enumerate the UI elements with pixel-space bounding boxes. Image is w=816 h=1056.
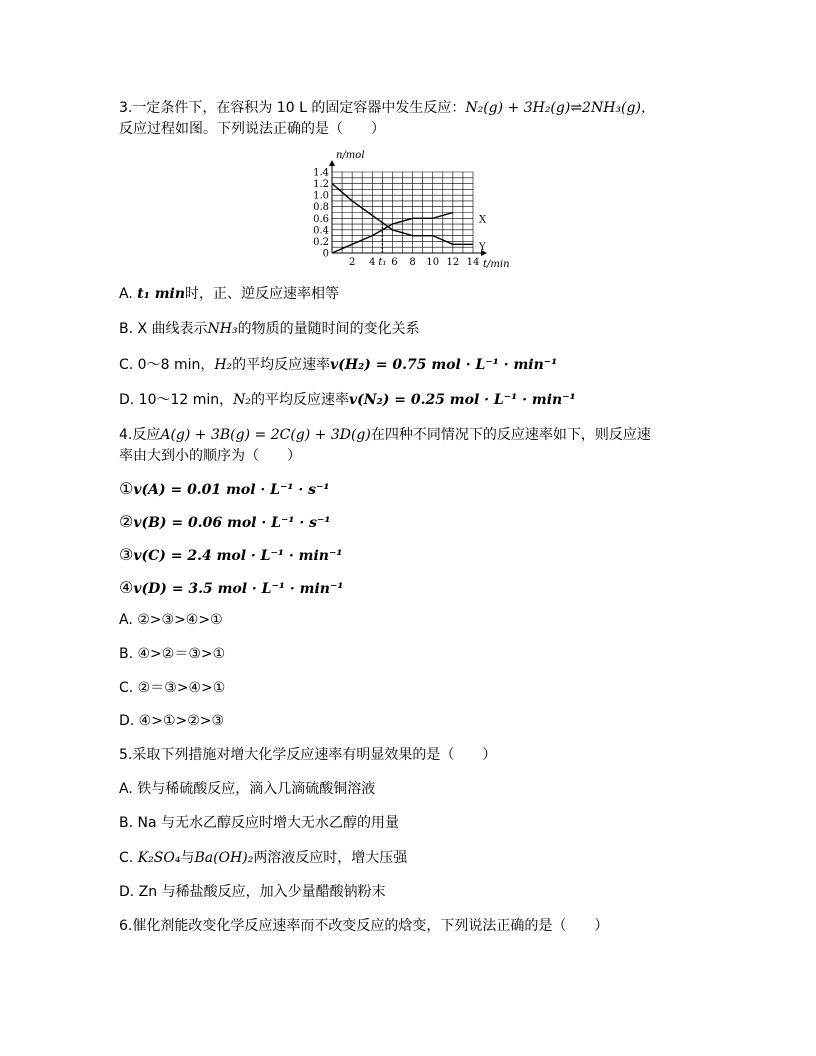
q4-item-2-expr: v(B) = 0.06 mol · L⁻¹ · s⁻¹ bbox=[133, 515, 331, 531]
q3-option-c-math1: H₂ bbox=[214, 357, 233, 373]
q3-chart bbox=[305, 148, 511, 270]
q4-item-1-expr: v(A) = 0.01 mol · L⁻¹ · s⁻¹ bbox=[133, 482, 330, 498]
q5-option-c-label: C. bbox=[119, 850, 134, 866]
q5-option-c-text: 两溶液反应时，增大压强 bbox=[253, 850, 408, 866]
q4-item-4-expr: v(D) = 3.5 mol · L⁻¹ · min⁻¹ bbox=[133, 581, 344, 597]
y-axis-arrow bbox=[329, 160, 335, 166]
q4-stem-line2: 率由大到小的顺序为（ ） bbox=[119, 448, 301, 464]
q3-option-d bbox=[119, 390, 576, 410]
x-tick-label: 14 bbox=[466, 257, 480, 268]
q3-option-c-label: C. 0～8 min， bbox=[119, 357, 215, 373]
y-tick-label: 0.8 bbox=[313, 202, 329, 214]
q3-option-d-math2: v(N₂) = 0.25 mol · L⁻¹ · min⁻¹ bbox=[349, 392, 576, 408]
y-tick-label: 1.4 bbox=[313, 167, 329, 179]
q4-option-c: C. ②＝③>④>① bbox=[119, 680, 226, 696]
q4-item-2 bbox=[119, 512, 331, 533]
y-axis-label: n/mol bbox=[336, 150, 365, 161]
q4-stem-suffix: 在四种不同情况下的反应速率如下，则反应速 bbox=[370, 427, 651, 443]
q3-option-b-text: 的物质的量随时间的变化关系 bbox=[237, 321, 420, 337]
y-tick-label: 1.2 bbox=[313, 179, 329, 191]
q4-item-3-expr: v(C) = 2.4 mol · L⁻¹ · min⁻¹ bbox=[133, 548, 343, 564]
x-tick-label: t₁ bbox=[378, 257, 387, 268]
q4-item-2-num: ② bbox=[119, 512, 134, 531]
q5-stem: 5.采取下列措施对增大化学反应速率有明显效果的是（ ） bbox=[119, 747, 497, 763]
q4-item-3 bbox=[119, 545, 343, 566]
q4-option-b: B. ④>②＝③>① bbox=[119, 646, 226, 662]
y-tick-label: 0.6 bbox=[313, 213, 329, 225]
q3-option-b-label: B. X 曲线表示 bbox=[119, 321, 208, 337]
q3-stem-prefix: 3.一定条件下，在容积为 10 L 的固定容器中发生反应： bbox=[119, 100, 466, 116]
q5-option-c-mid: 与 bbox=[180, 850, 195, 866]
q5-option-b: B. Na 与无水乙醇反应时增大无水乙醇的用量 bbox=[119, 815, 400, 831]
q4-item-4-num: ④ bbox=[119, 578, 134, 597]
q3-option-d-label: D. 10～12 min， bbox=[119, 392, 234, 408]
q5-option-d: D. Zn 与稀盐酸反应，加入少量醋酸钠粉末 bbox=[119, 884, 386, 900]
q4-option-a: A. ②>③>④>① bbox=[119, 612, 223, 628]
y-tick-label: 0.4 bbox=[313, 225, 329, 237]
y-tick-label: 0 bbox=[322, 248, 329, 260]
q3-option-d-math1: N₂ bbox=[233, 392, 252, 408]
q3-stem-line2: 反应过程如图。下列说法正确的是（ ） bbox=[119, 121, 385, 137]
q3-option-d-mid: 的平均反应速率 bbox=[251, 392, 350, 408]
q5-option-a: A. 铁与稀硫酸反应，滴入几滴硫酸铜溶液 bbox=[119, 781, 376, 797]
x-tick-label: 12 bbox=[446, 257, 460, 268]
x-axis-label: t/min bbox=[483, 259, 510, 270]
series-y-label: Y bbox=[479, 242, 486, 254]
y-tick-label: 0.2 bbox=[313, 236, 329, 248]
q3-option-a-math: t₁ min bbox=[137, 286, 186, 302]
q6-stem: 6.催化剂能改变化学反应速率而不改变反应的焓变，下列说法正确的是（ ） bbox=[119, 918, 609, 934]
x-tick-label: 6 bbox=[391, 257, 398, 268]
q3-stem-line1 bbox=[119, 98, 655, 118]
x-tick-label: 8 bbox=[409, 257, 416, 268]
q4-stem-line1 bbox=[119, 425, 651, 445]
x-tick-label: 10 bbox=[426, 257, 440, 268]
q3-option-c bbox=[119, 355, 557, 375]
q3-option-a-label: A. bbox=[119, 286, 133, 302]
series-x-label: X bbox=[479, 214, 487, 226]
q5-option-c bbox=[119, 848, 407, 868]
q3-option-a bbox=[119, 284, 339, 304]
q3-option-b bbox=[119, 319, 420, 339]
q4-item-3-num: ③ bbox=[119, 545, 134, 564]
q4-item-4 bbox=[119, 578, 344, 599]
q4-item-1-num: ① bbox=[119, 479, 134, 498]
q3-option-c-math2: v(H₂) = 0.75 mol · L⁻¹ · min⁻¹ bbox=[330, 357, 558, 373]
q4-equation: A(g) + 3B(g) = 2C(g) + 3D(g) bbox=[160, 427, 371, 443]
q3-option-a-text: 时，正、逆反应速率相等 bbox=[185, 286, 340, 302]
y-tick-label: 1.0 bbox=[313, 190, 329, 202]
q4-option-d: D. ④>①>②>③ bbox=[119, 713, 225, 729]
q3-equation: N₂(g) + 3H₂(g)⇌2NH₃(g)， bbox=[465, 100, 655, 116]
q3-option-b-math: NH₃ bbox=[207, 321, 238, 337]
q3-option-c-mid: 的平均反应速率 bbox=[232, 357, 331, 373]
q4-item-1 bbox=[119, 479, 330, 500]
x-tick-label: 2 bbox=[348, 257, 356, 268]
q3-chart-svg bbox=[305, 148, 511, 270]
q5-option-c-math2: Ba(OH)₂ bbox=[194, 850, 254, 866]
q5-option-c-math1: K₂SO₄ bbox=[137, 850, 181, 866]
x-tick-label: 4 bbox=[369, 257, 376, 268]
q4-stem-prefix: 4.反应 bbox=[119, 427, 161, 443]
